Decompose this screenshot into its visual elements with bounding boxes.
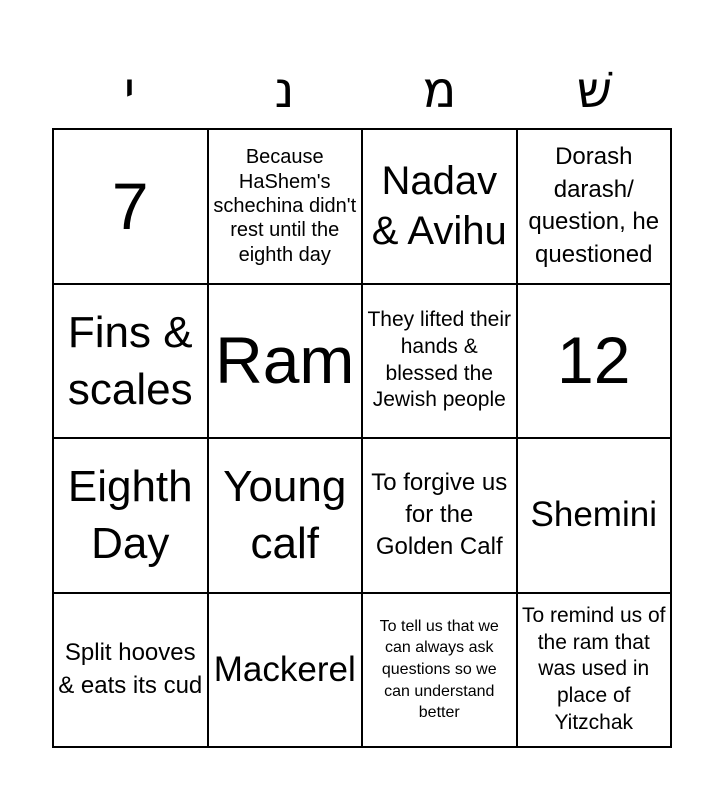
cell-text: Shemini [530, 495, 657, 535]
bingo-cell-4[interactable] [518, 130, 673, 285]
cell-text: 7 [111, 168, 149, 243]
bingo-cell-10[interactable] [209, 439, 364, 594]
bingo-cell-12[interactable] [518, 439, 673, 594]
cell-text: To tell us that we can always ask questions so we can understand better [379, 617, 499, 722]
bingo-cell-5[interactable] [54, 285, 209, 440]
header-letter-mem: מ [422, 61, 457, 119]
cell-text: Dorash darash/ question, he questioned [528, 143, 660, 268]
bingo-cell-14[interactable] [209, 594, 364, 749]
cell-text: To forgive us for the Golden Calf [371, 468, 508, 561]
bingo-cell-13[interactable] [54, 594, 209, 749]
header-letter-yud: י [123, 61, 136, 119]
bingo-cell-9[interactable] [54, 439, 209, 594]
bingo-cell-2[interactable] [209, 130, 364, 285]
bingo-header [52, 58, 672, 122]
cell-text: Ram [215, 323, 355, 398]
cell-text: Young calf [223, 462, 347, 569]
bingo-cell-11[interactable] [363, 439, 518, 594]
bingo-cell-6[interactable] [209, 285, 364, 440]
bingo-cell-16[interactable] [518, 594, 673, 749]
bingo-cell-3[interactable] [363, 130, 518, 285]
bingo-cell-1[interactable] [54, 130, 209, 285]
cell-text: Fins & scales [67, 307, 193, 414]
cell-text: To remind us of the ram that was used in place of Yitzchak [521, 604, 666, 734]
header-letter-nun: נ [274, 61, 295, 119]
cell-text: They lifted their hands & blessed the Jewish people [367, 308, 512, 412]
cell-text: Split hooves & eats its cud [58, 639, 203, 699]
cell-text: Mackerel [213, 649, 356, 689]
bingo-board [52, 128, 672, 748]
cell-text: Eighth Day [67, 462, 193, 569]
bingo-cell-15[interactable] [363, 594, 518, 749]
cell-text: Because HaShem's schechina didn't rest until the eighth day [213, 146, 357, 266]
header-letter-shin: שׁ [576, 61, 613, 119]
cell-text: Nadav & Avihu [371, 159, 507, 254]
bingo-cell-7[interactable] [363, 285, 518, 440]
bingo-cell-8[interactable] [518, 285, 673, 440]
cell-text: 12 [557, 323, 631, 398]
